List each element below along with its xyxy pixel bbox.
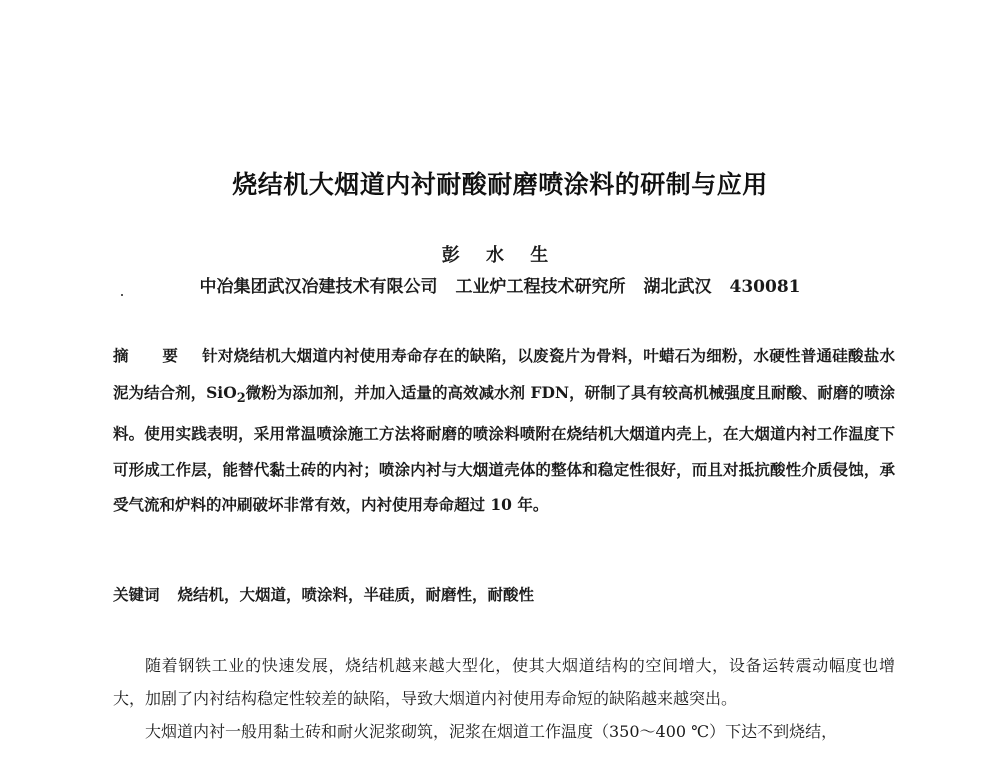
body-paragraph: 大烟道内衬一般用黏土砖和耐火泥浆砌筑，泥浆在烟道工作温度（350～400 ℃）下达不到烧结， xyxy=(145,722,838,741)
abstract-subscript: 2 xyxy=(236,390,246,406)
abstract-text-part2: 微粉为添加剂，并加入适量的高效减水剂 FDN，研制了具有较高机械强度且耐酸、耐磨的喷涂料。使用实践表明，采用常温喷涂施工方法将耐磨的喷涂料喷附在烧结机大烟道内壳上，在大烟道内衬工作温度下可形成工作层，能替代黏土砖的内衬；喷涂内衬与大烟道壳体的整体和稳定性很好，而且对抵抗酸性介质侵蚀，承受气流和炉料的冲刷破坏非常有效，内衬使用寿命超过 10 年。 xyxy=(113,382,895,515)
body-text xyxy=(113,649,895,748)
abstract-text-part1: 针对烧结机大烟道内衬使用寿命存在的缺陷，以废瓷片为骨料，叶蜡石为细粉，水硬性普通硅酸盐水泥为结合剂，SiO xyxy=(113,346,895,402)
keywords-text: 烧结机，大烟道，喷涂料，半硅质，耐磨性，耐酸性 xyxy=(177,585,535,604)
author-affiliation xyxy=(0,272,1000,297)
affiliation-location: 湖北武汉 xyxy=(643,277,712,297)
abstract xyxy=(113,338,895,523)
body-paragraph: 随着钢铁工业的快速发展，烧结机越来越大型化，使其大烟道结构的空间增大，设备运转震动幅度也增大，加剧了内衬结构稳定性较差的缺陷，导致大烟道内衬使用寿命短的缺陷越来越突出。 xyxy=(113,656,895,708)
keywords-label: 关键词 xyxy=(113,586,160,604)
affiliation-organization: 中冶集团武汉冶建技术有限公司 xyxy=(199,277,438,297)
abstract-label: 摘 要 xyxy=(113,347,193,365)
affiliation-institute: 工业炉工程技术研究所 xyxy=(455,277,626,297)
paper-title: 烧结机大烟道内衬耐酸耐磨喷涂料的研制与应用 xyxy=(232,170,768,199)
scan-speck xyxy=(121,294,123,296)
keywords xyxy=(113,580,895,610)
affiliation-postcode: 430081 xyxy=(729,277,801,297)
author-name: 彭 水 生 xyxy=(441,245,559,266)
